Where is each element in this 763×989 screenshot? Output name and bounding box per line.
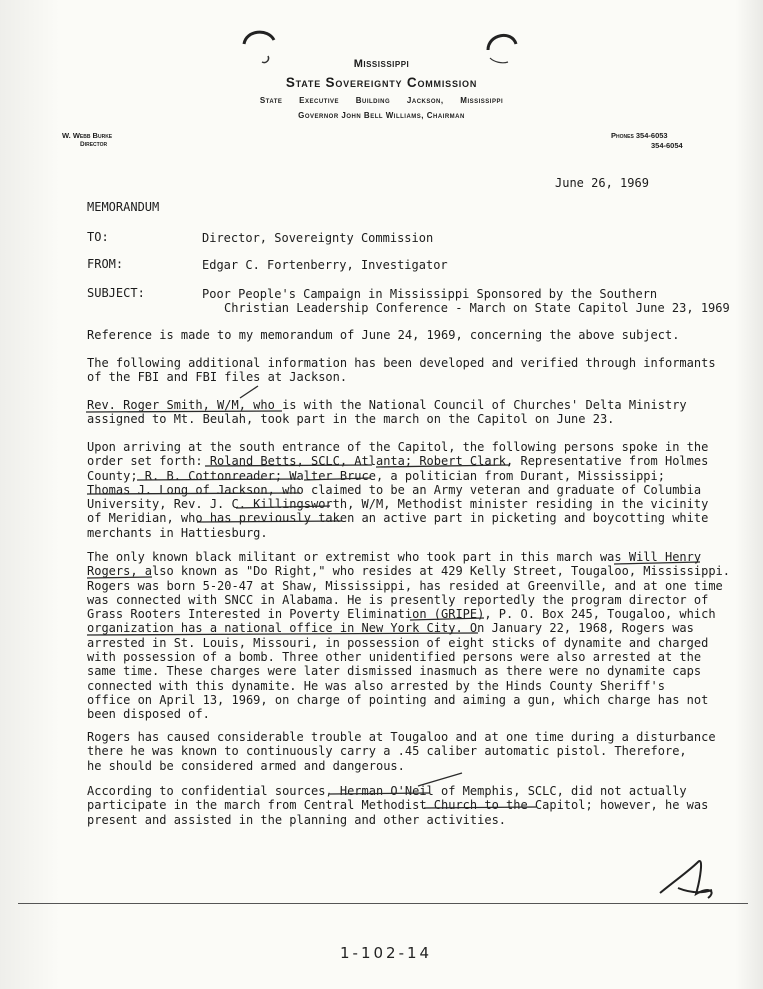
paragraph-line: been disposed of.	[87, 707, 210, 722]
letterhead-state: Mississippi	[353, 58, 410, 70]
letterhead-city: Jackson, Mississippi	[406, 96, 504, 105]
paragraph-line: he should be considered armed and dangerous.	[87, 758, 405, 773]
paragraph-line: Rev. Roger Smith, W/M, who is with the National Council of Churches' Delta Ministry	[87, 398, 687, 412]
from-value: Edgar C. Fortenberry, Investigator	[202, 258, 448, 272]
memo-heading: MEMORANDUM	[87, 200, 160, 214]
scan-edge-left	[0, 0, 60, 989]
paragraph-3	[87, 398, 707, 427]
subject-line-2: Christian Leadership Conference - March on State Capitol June 23, 1969	[224, 301, 730, 315]
paragraph-line: present and assisted in the planning and other activities.	[87, 812, 507, 827]
director-name: W. Webb Burke	[62, 131, 113, 140]
letterhead-building: State Executive Building	[259, 96, 391, 105]
scan-edge-right	[735, 0, 763, 989]
initials-tail	[678, 888, 712, 892]
paragraph-line: Upon arriving at the south entrance of the Capitol, the following persons spoke in the	[87, 440, 709, 454]
paragraph-line: County; R. B. Cottonreader; Walter Bruce, a politician from Durant, Mississippi;	[87, 468, 665, 483]
checkmark-roger-smith	[240, 386, 258, 398]
paragraph-line: Thomas J. Long of Jackson, who claimed to be an Army veteran and graduate of Columbia	[87, 482, 702, 497]
bottom-rule	[18, 903, 748, 904]
paragraph-line: Grass Rooters Interested in Poverty Elimination (GRIPE), P. O. Box 245, Tougaloo, which	[87, 607, 716, 622]
paragraph-line: of Meridian, who has previously taken an active part in picketing and boycotting white	[87, 511, 709, 526]
letterhead-governor: Governor John Bell Williams, Chairman	[298, 111, 465, 120]
paragraph-line: organization has a national office in New York City. On January 22, 1968, Rogers was	[87, 621, 694, 636]
paragraph-line: Rogers was born 5-20-47 at Shaw, Mississippi, has resided at Greenville, and at one time	[87, 578, 723, 593]
subject-line-1: Poor People's Campaign in Mississippi Sponsored by the Southern	[202, 287, 658, 301]
paragraph-line: According to confidential sources, Herman O'Neil of Memphis, SCLC, did not actually	[87, 784, 687, 798]
paragraph-line: there he was known to continuously carry a .45 caliber automatic pistol. Therefore,	[87, 744, 687, 759]
letterhead-commission: State Sovereignty Commission	[285, 75, 478, 90]
paragraph-line: Rogers has caused considerable trouble at Tougaloo and at one time during a disturbance	[87, 730, 716, 744]
paragraph-line: of the FBI and FBI files at Jackson.	[87, 370, 348, 385]
to-value: Director, Sovereignty Commission	[202, 231, 434, 245]
initials-mark	[660, 861, 712, 898]
paragraph-line: University, Rev. J. C. Killingsworth, W/M, Methodist minister residing in the vicinity	[87, 497, 709, 512]
paragraph-line: The following additional information has been developed and verified through informants	[87, 356, 716, 370]
to-label: TO:	[87, 230, 109, 244]
paragraph-4	[87, 440, 707, 540]
paragraph-line: Reference is made to my memorandum of June 24, 1969, concerning the above subject.	[87, 328, 680, 342]
paragraph-line: connected with this dynamite. He was also arrested by the Hinds County Sheriff's	[87, 678, 665, 693]
paragraph-6	[87, 730, 716, 773]
paragraph-1	[87, 328, 707, 342]
phone-2: 354-6054	[651, 141, 683, 150]
from-label: FROM:	[87, 257, 124, 271]
handwritten-file-number: 1-102-14	[340, 944, 433, 962]
paragraph-5	[87, 550, 730, 722]
paragraph-line: office on April 13, 1969, on charge of pointing and aiming a gun, which charge has not	[87, 692, 709, 707]
subject-label: SUBJECT:	[87, 286, 145, 300]
phones	[611, 131, 668, 140]
paragraph-line: participate in the march from Central Methodist Church to the Capitol; however, he was	[87, 798, 709, 813]
paragraph-line: The only known black militant or extremist who took part in this march was Will Henry	[87, 550, 702, 564]
memo-date: June 26, 1969	[555, 176, 649, 190]
paragraph-line: was connected with SNCC in Alabama. He is presently reportedly the program director of	[87, 592, 709, 607]
paragraph-2	[87, 356, 716, 385]
paragraph-line: arrested in St. Louis, Missouri, in possession of eight sticks of dynamite and charged	[87, 635, 709, 650]
paragraph-line: with possession of a bomb. Three other unidentified persons were also arrested at the	[87, 650, 702, 665]
phones-label: Phones	[611, 131, 634, 140]
letterhead-address	[0, 96, 763, 105]
paragraph-line: same time. These charges were later dismissed inasmuch as there were no dynamite caps	[87, 664, 702, 679]
paragraph-7	[87, 784, 707, 827]
paragraph-line: Rogers, also known as "Do Right," who resides at 429 Kelly Street, Tougaloo, Mississippi.	[87, 564, 730, 579]
phone-1: 354-6053	[635, 131, 668, 140]
director-title: Director	[80, 141, 108, 148]
paragraph-line: merchants in Hattiesburg.	[87, 525, 268, 540]
paragraph-line: assigned to Mt. Beulah, took part in the march on the Capitol on June 23.	[87, 412, 615, 427]
paragraph-line: order set forth: Roland Betts, SCLC, Atlanta; Robert Clark, Representative from Holmes	[87, 454, 709, 469]
